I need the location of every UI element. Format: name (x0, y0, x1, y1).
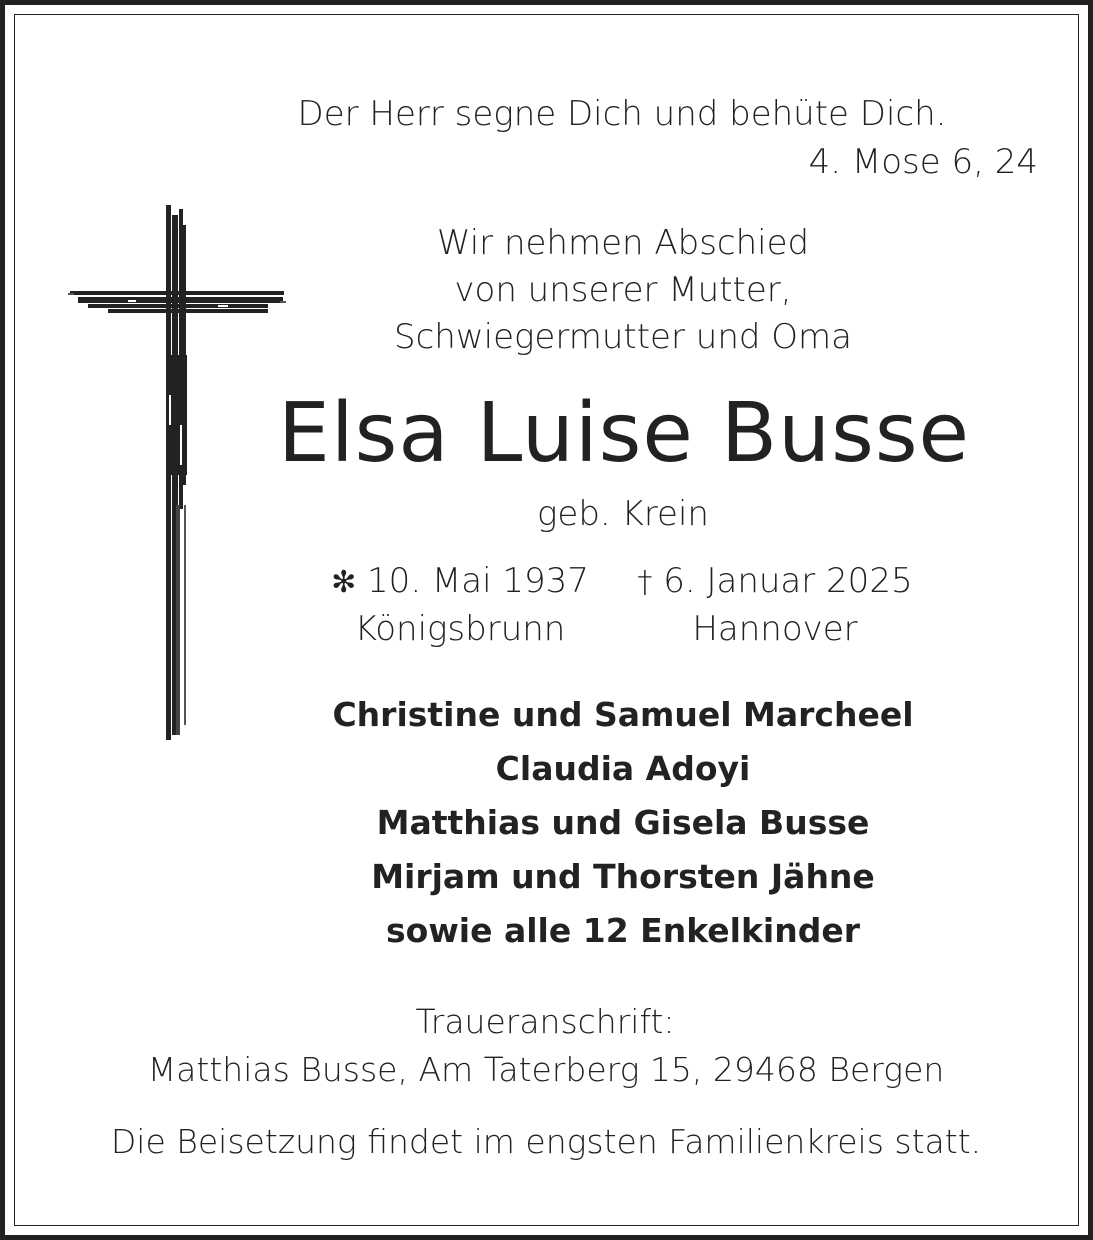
intro-text (394, 220, 852, 361)
burial-note: Die Beisetzung findet im engsten Familienkreis statt. (110, 1122, 982, 1161)
death-info (637, 558, 912, 653)
address-text: Matthias Busse, Am Taterberg 15, 29468 Bergen (147, 1050, 945, 1089)
bible-verse-reference: 4. Mose 6, 24 (808, 142, 1038, 182)
mourner-line: Christine und Samuel Marcheel (332, 695, 914, 734)
mourner-line: Mirjam und Thorsten Jähne (371, 857, 875, 896)
birth-star-icon: ✻ (331, 565, 357, 600)
cross-icon (68, 205, 288, 745)
bible-verse: Der Herr segne Dich und behüte Dich. (297, 94, 947, 134)
intro-line: Schwiegermutter und Oma (394, 317, 852, 357)
maiden-name: geb. Krein (537, 494, 709, 534)
address-label: Traueranschrift: (415, 1002, 675, 1041)
death-place: Hannover (692, 609, 858, 649)
birth-info (331, 558, 589, 653)
mourner-line: Matthias und Gisela Busse (376, 803, 870, 842)
death-date-text: 6. Januar 2025 (663, 561, 913, 601)
birth-place: Königsbrunn (354, 609, 566, 649)
mourners-list (332, 688, 913, 958)
intro-line: Wir nehmen Abschied (436, 223, 810, 263)
birth-date-text: 10. Mai 1937 (367, 561, 589, 601)
death-dagger-icon: † (637, 565, 653, 600)
mourner-line: sowie alle 12 Enkelkinder (386, 911, 860, 950)
deceased-name: Elsa Luise Busse (278, 386, 970, 481)
birth-date (331, 558, 589, 606)
intro-line: von unserer Mutter, (454, 270, 792, 310)
death-date (637, 558, 912, 606)
mourner-line: Claudia Adoyi (495, 749, 751, 788)
